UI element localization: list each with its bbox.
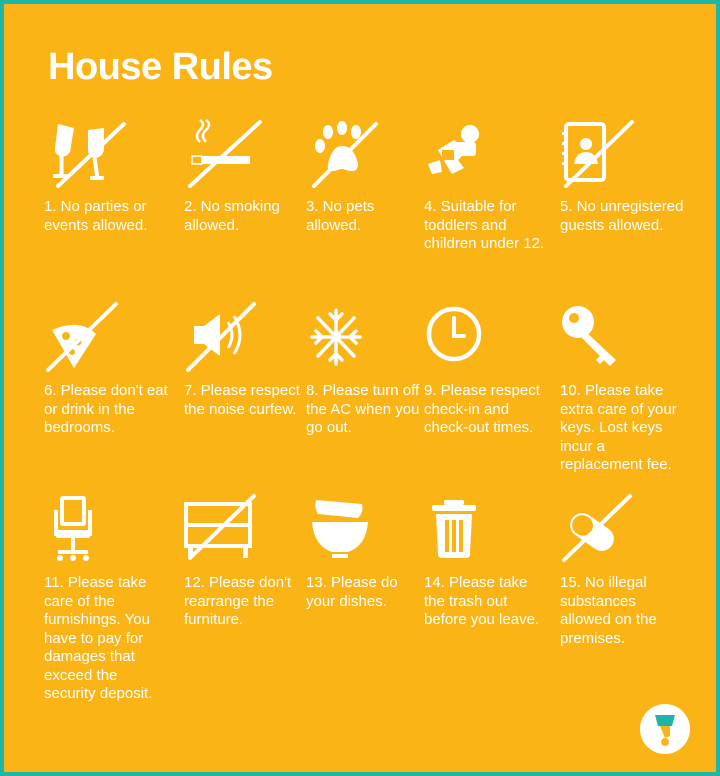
no-rearrange-icon	[184, 496, 284, 566]
rule-5-text: 5. No unregistered guests allowed.	[560, 198, 684, 234]
clock-icon	[424, 304, 524, 374]
brand-logo-icon	[640, 704, 690, 754]
no-drugs-icon	[560, 496, 660, 566]
no-guests-icon	[560, 120, 660, 190]
chair-icon	[44, 496, 144, 566]
page-title: House Rules	[48, 46, 273, 88]
trash-icon	[424, 496, 524, 566]
noise-icon	[184, 304, 284, 374]
rule-13-text: 13. Please do your dishes.	[306, 574, 398, 610]
rule-10-text: 10. Please take extra care of your keys. Lost keys incur a replacement fee.	[560, 382, 677, 473]
snowflake-icon	[306, 304, 406, 374]
rule-2-text: 2. No smoking allowed.	[184, 198, 280, 234]
rule-6-text: 6. Please don't eat or drink in the bedrooms.	[44, 382, 168, 436]
rule-3-text: 3. No pets allowed.	[306, 198, 375, 234]
rule-12-text: 12. Please don't rearrange the furniture.	[184, 574, 292, 628]
rule-4-text: 4. Suitable for toddlers and children under 12.	[424, 198, 545, 252]
toddler-icon	[424, 120, 524, 190]
rule-9-text: 9. Please respect check-in and check-out times.	[424, 382, 540, 436]
house-rules-poster	[4, 4, 716, 772]
rule-7-text: 7. Please respect the noise curfew.	[184, 382, 300, 418]
no-smoking-icon	[184, 120, 284, 190]
rule-1-text: 1. No parties or events allowed.	[44, 198, 148, 234]
no-food-icon	[44, 304, 144, 374]
dishes-icon	[306, 496, 406, 566]
key-icon	[560, 304, 660, 374]
rule-14-text: 14. Please take the trash out before you leave.	[424, 574, 540, 628]
rule-8-text: 8. Please turn off the AC when you go out.	[306, 382, 420, 436]
no-pets-icon	[306, 120, 406, 190]
no-parties-icon	[44, 120, 144, 190]
rule-15-text: 15. No illegal substances allowed on the premises.	[560, 574, 657, 647]
rule-11-text: 11. Please take care of the furnishings. You have to pay for damages that exceed the security deposit.	[44, 574, 153, 702]
